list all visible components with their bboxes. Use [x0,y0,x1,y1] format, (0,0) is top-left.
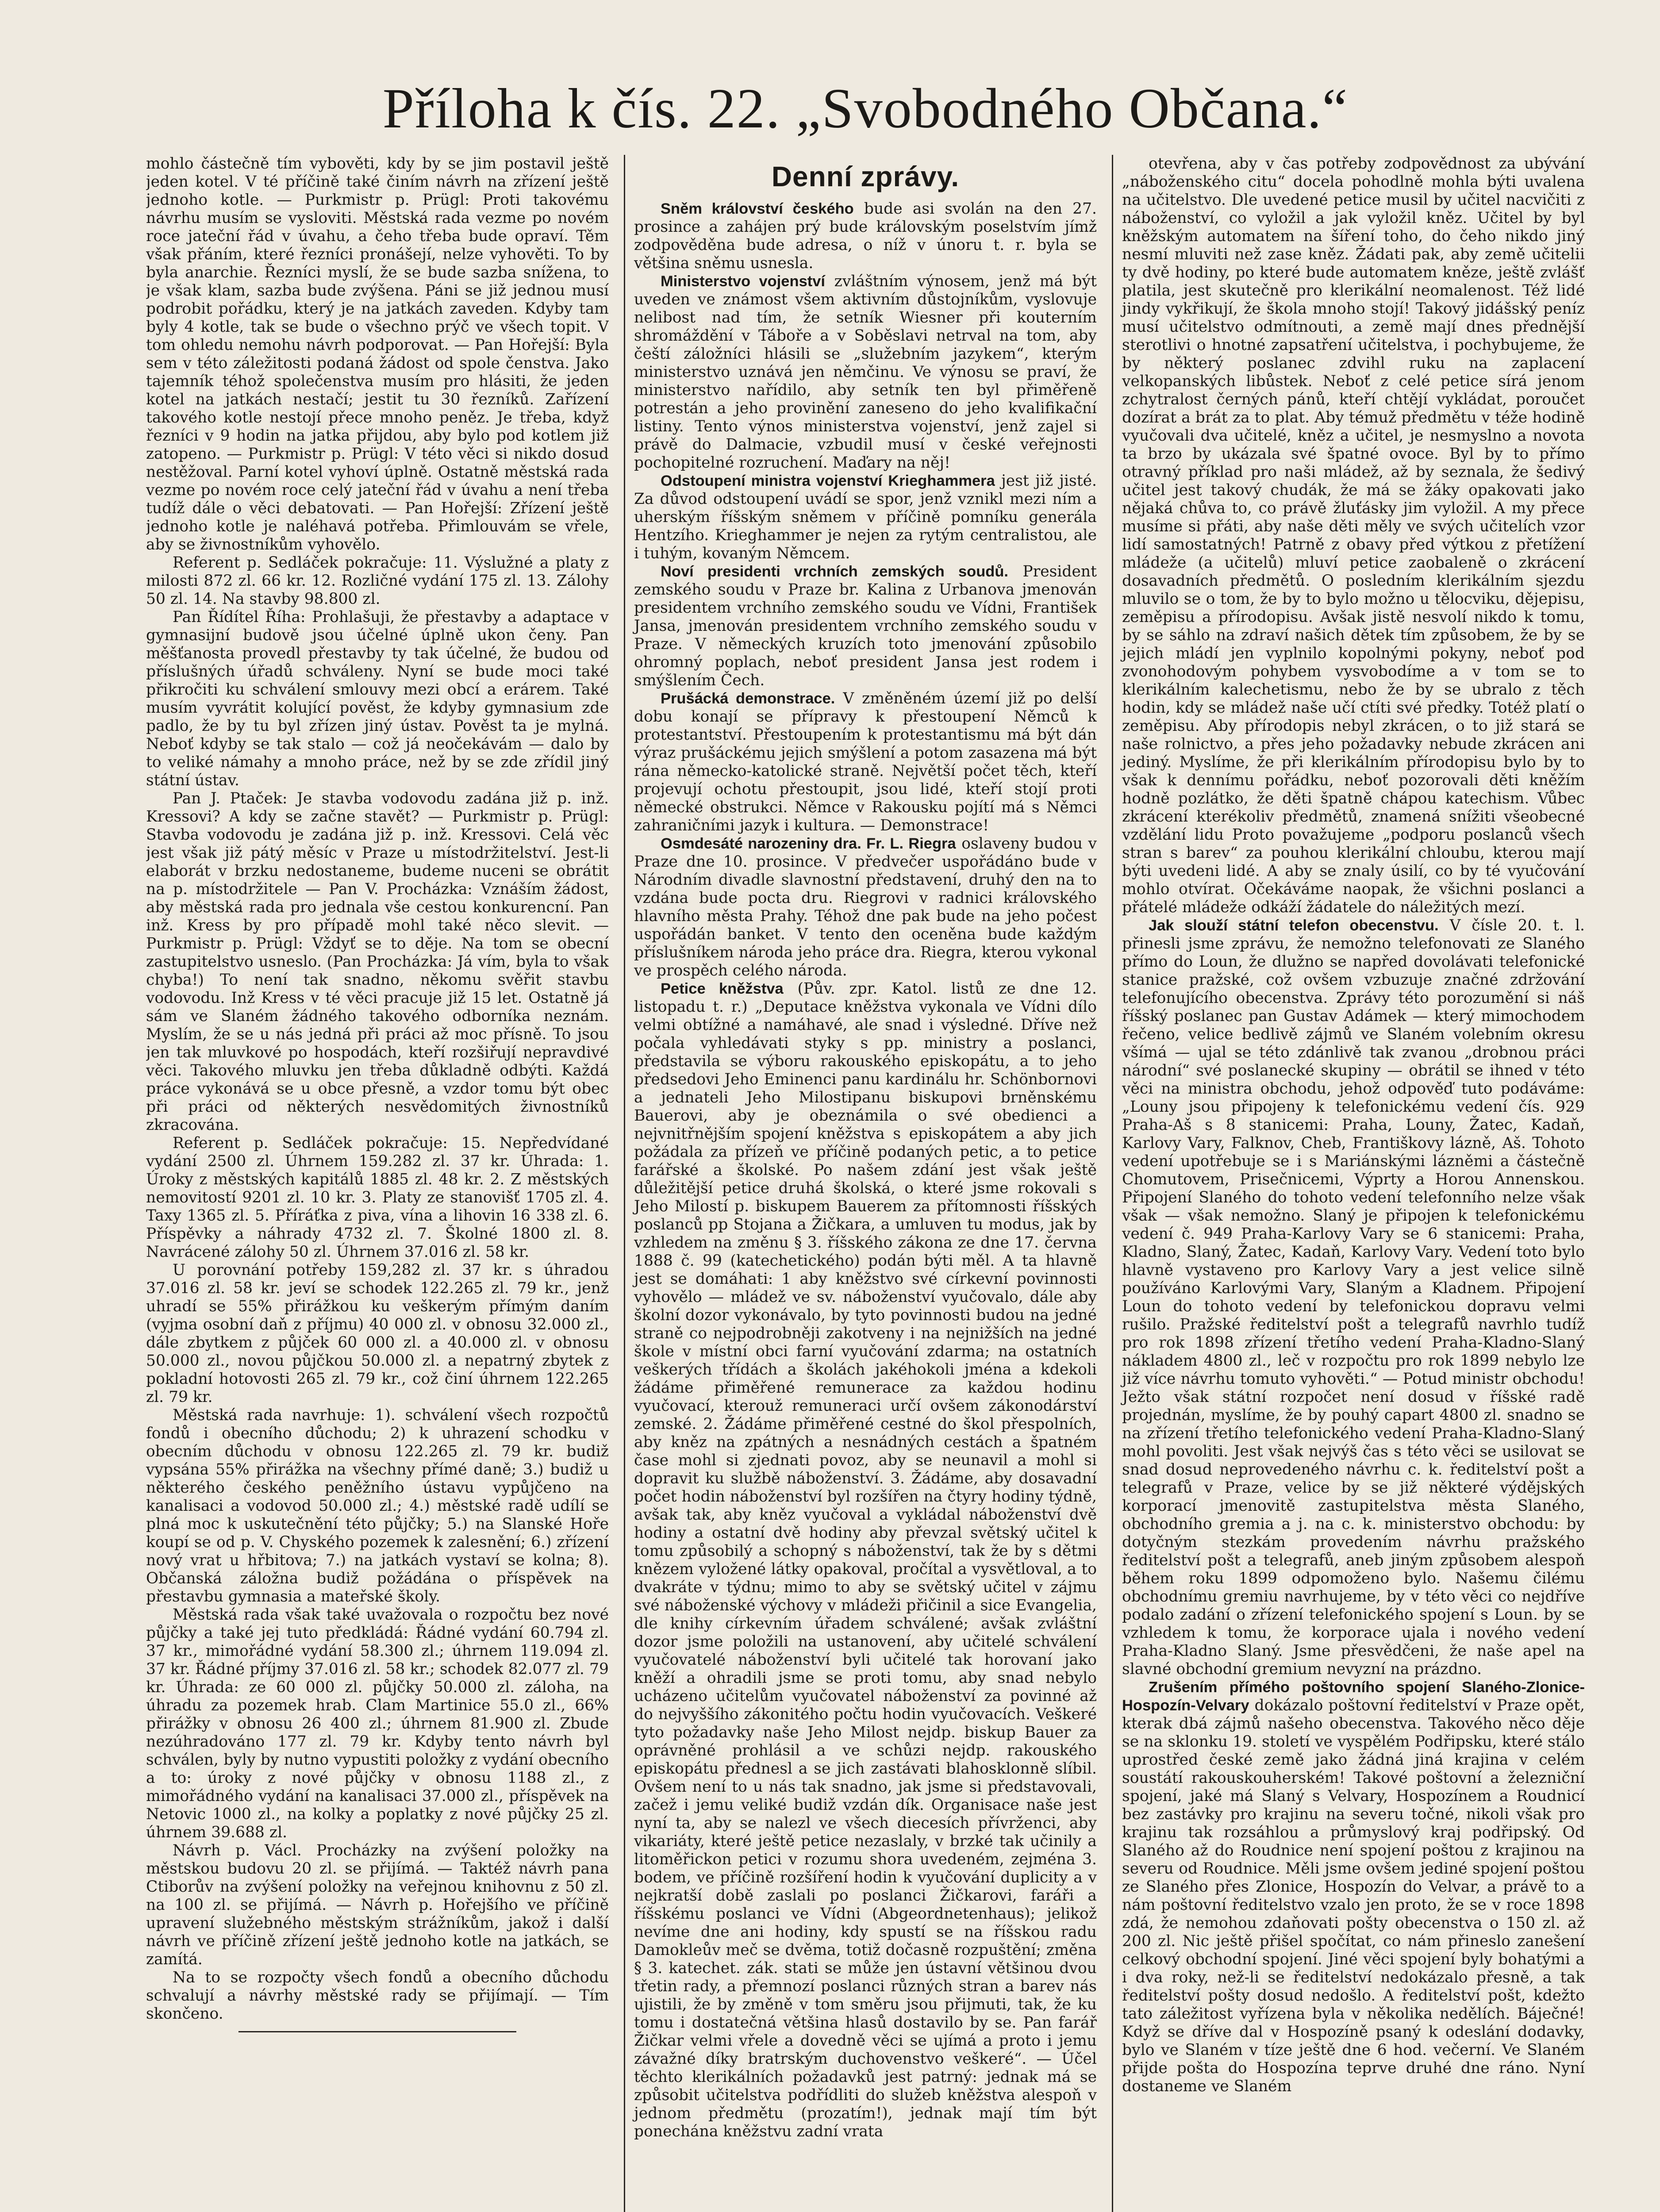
paragraph-lead: Odstoupení ministra vojenství Krieghammera [661,472,995,489]
column-right [1112,155,1585,2212]
paragraph-lead: Noví presidenti vrchních zemských soudů. [661,563,1009,580]
paragraph-text: Městská rada však také uvažovala o rozpočtu bez nové půjčky a také jej tuto předkládá: Řádné vydání 60.794 zl. 37 kr., mimořádné vydání 58.300 zl.; úhrnem 119.094 zl. 37 kr. Řádné příjmy 37.016 zl. 58 kr.; schodek 82.077 zl. 79 kr. Úhrada: ze 60 000 zl. půjčky 50.000 zl. záloha, na úhradu za pozemek hrab. Clam Martinice 55.0 zl., 66% přirážky v obnosu 26 400 zl.; úhrnem 81.900 zl. Zbude nezúhradováno 177 zl. 79 kr. Kdyby tento návrh byl schválen, byly by nutno vypustiti položky z vydání obecního a to: úroky z nové půjčky v obnosu 1188 zl., z mimořádného vydání na kanalisaci 37.000 zl., příspěvek na Netovic 1000 zl., na kolky a poplatky z nové půjčky 25 zl. úhrnem 39.688 zl. [146,1606,609,1841]
article-paragraph [634,980,1097,2141]
paragraph-text: Referent p. Sedláček pokračuje: 15. Nepředvídané vydání 2500 zl. Úhrnem 159.282 zl. 37 kr. Úhrada: 1. Úroky z městských kapitálů 1885 zl. 48 kr. 2. Z městských nemovitostí 9201 zl. 10 kr. 3. Platy ze stanovišť 1705 zl. 4. Taxy 1365 zl. 5. Příráťka z piva, vína a lihovin 16 338 zl. 6. Příspěvky a náhrady 4732 zl. 7. Školné 1800 zl. 8. Navrácené zálohy 50 zl. Úhrnem 37.016 zl. 58 kr. [146,1134,609,1261]
column-middle [624,155,1097,2212]
paragraph-lead: Jak slouží státní telefon obecenstvu. [1149,917,1439,934]
paragraph-text: Pan Řídítel Říha: Prohlašuji, že přestavby a adaptace v gymnasijní budově jsou účelné úplně ukon čeny. Pan měšťanosta provedl přestavby ty tak účelné, že budou od příslušných úřadů schváleny. Nyní se bude moci také přikročiti ku schválení smlouvy mezi obcí a erárem. Také musím vyvrátit kolující pověst, že kdyby gymnasium zde padlo, že by tu byl zřízen jiný ústav. Pověst ta je mylná. Neboť kdyby se tak stalo — což já neočekávám — dalo by to veliké námahy a mnoho práce, než by se zde zřídil jiný státní ústav. [146,608,609,789]
paragraph-text: V čísle 20. t. l. přinesli jsme zprávu, že nemožno telefonovati ze Slaného přímo do Loun, že dlužno se napřed dovolávati telefonické stanice pražské, což ovšem vzbuzuje značné zdržování telefonujícího obecenstva. Zprávy této porozumění si náš říšský poslanec pan Gustav Adámek — který mimochodem řečeno, velice bedlivě zájmů ve Slaném volebním okresu všímá — ujal se této zdánlivě tak zvanou „drobnou práci národní“ své poslanecké skupiny — obrátil se ihned v této věci na ministra obchodu, jehož odpověď tuto podáváme: „Louny jsou připojeny k telefonickému vedení čís. 929 Praha-Aš s 8 stanicemi: Praha, Louny, Žatec, Kadaň, Karlovy Vary, Falknov, Cheb, Františkovy lázně, Aš. Tohoto vedení upotřebuje se i s Mariánskými lázněmi a částečně Chomutovem, Prisečnicemi, Výprty a Horou Annenskou. Připojení Slaného do tohoto vedení telefonního nelze však však — však nemožno. Slaný je připojen k telefonickému vedení č. 949 Praha-Karlovy Vary se 6 stanicemi: Praha, Kladno, Slaný, Žatec, Kadaň, Karlovy Vary. Vedení toto bylo hlavně vystaveno pro Karlovy Vary a jest velice silně používáno Karlovými Vary, Slaným a Kladnem. Připojení Loun do tohoto vedení by telefonickou dopravu velmi rušilo. Pražské ředitelství pošt a telegrafů navrhlo tudíž pro rok 1898 zřízení třetího vedení Praha-Kladno-Slaný nákladem 4800 zl., leč v rozpočtu pro rok 1899 nebylo lze již více návrhu tomuto vyhověti.“ — Potud ministr obchodu! Ježto však státní rozpočet není dosud v říšské radě projednán, myslíme, že by pouhý capart 4800 zl. snadno se na zřízení třetího telefonického vedení Praha-Kladno-Slaný mohl povoliti. Jest však nejvýš čas s této věci se usilovat se snad dosud neprovedeného návrhu c. k. ředitelství pošt a telegrafů v Praze, velice by se již některé výdějských korporací jmenovitě zastupitelstva města Slaného, obchodního gremia a j. na c. k. ministerstvo obchodu: by dotyčným stezkám provedením návrhu pražského ředitelství pošt a telegrafů, aneb jiným způsobem alespoň během roku 1899 odpomoženo bylo. Našemu čilému obchodnímu gremiu navrhujeme, by v této věci co nejdříve podalo zadání o zřízení telefonického spojení s Loun. by se vzhledem k tomu, že korporace ujala i nového vedení Praha-Kladno Slaný. Jsme přesvědčeni, že naše apel na slavné obchodní gremium nevyzní na prázdno. [1122,917,1585,1678]
end-rule [238,2031,516,2032]
paragraph-text: zvláštním výnosem, jenž má být uveden ve známost všem aktivním důstojníkům, vyslovuje nelibost nad tím, že setník Wiesner při kouterním shromáždění v Táboře a v Soběslavi netrval na tom, aby čeští záložníci hlásili se „služebním jazykem“, kterým ministerstvo uznává jen němčinu. Ve výnosu se praví, že ministerstvo nařídilo, aby setník ten byl přiměřeně potrestán a jeho provinění zaneseno do jeho kvalifikační listiny. Tento výnos ministerstva vojenství, jenž zajel si právě do Dalmacie, vzbudil musí v české veřejnosti pochopitelné rozruchení. Maďary na něj! [634,273,1097,472]
columns [146,155,1585,2212]
paragraph-lead: Zrušením přímého poštovního spojení Slaného-Zlonice-Hospozín-Velvary [1122,1679,1585,1714]
paragraph-text: otevřena, aby v čas potřeby zodpovědnost za ubývání „náboženského citu“ docela pohodlně mohla býti uvalena na učitelstvo. Dle uvedené petice musil by učitel nacvičiti z náboženství, co vyložil a jak vyložil kněz. Učitel by byl kněžským automatem na šíření toho, do čeho nikdo jiný nesmí mluviti než zase kněz. Žádati pak, aby země učitelii ty dvě hodiny, po které bude automatem kněze, ještě zvlášť platila, jest skutečně pro klerikální neomalenost. Též lidé jindy vykřikují, že škola mnoho stojí! Takový jidášský peníz musí učitelstvo odmítnouti, a země mají dnes přednější sterotlivi o hnotné zapsatření učitelstva, i pochybujeme, že by některý poslanec zdvihl ruku na zaplacení velkopanských libůstek. Neboť z celé petice sírá jenom zchytralost černých pánů, kteří chtějí vykládat, poroučet dozírat a brát za to plat. Aby témuž předmětu v téže hodině vyučovali dva učitelé, kněz a učitel, je nesmyslno a novota ta brzo by ukázala své špatné ovoce. Byl by to přímo otravný příklad pro naši mládež, až by seznala, že šedivý učitel jest takový chudák, že má se žáky opakovati jako nějaká chůva to, co právě žluťásky jim vyložil. A my přece musíme si přáti, aby naše děti měly ve svých učitelích vzor lidí samostatných! Patrně z obavy před výtkou z přetížení mládeže (a učitelů) mluví petice zaobaleně o zkrácení dosavadních předmětů. O posledním klerikálním sjezdu mluvilo se o tom, že by to bylo možno u tělocviku, dějepisu, zeměpisu a přírodopisu. Avšak jistě nesvolí nikdo k tomu, by se sáhlo na zdraví našich dětek tím způsobem, že by se jejich mládí jen vyplnilo kopolnými pokyny, neboť pod zvonohodovým pohybem vysvobodíme a v tom se to klerikálním kalechetismu, nebo že by se ubralo z těch hodin, kdy se mládež naše učí ctíti své předky. Totéž platí o zeměpisu. Aby přírodopis nebyl zkrácen, o to již stará se naše rolnictvo, a přes jeho požadavky nebude zkrácen ani jediný. Myslíme, že při klerikálním přírodopisu bylo by to však k dennímu pořádku, neboť pozorovali děti kněžím hodně pozlátko, že děti špatně chápou katechism. Vůbec zkrácení kterékoliv předmětů, znamená snížiti všeobecné vzdělání lidu Proto považujeme „podporu poslanců všech stran s barev“ za pouhou klerikální chloubu, kterou mají býti uvedeni lidé. A aby se znaly úsilí, co by té vyučování mohlo otvírat. Očekáváme naopak, že všichni poslanci a přátelé mládeže odkáží žádatele do náležitých mezí. [1122,155,1585,916]
article-paragraph [634,835,1097,980]
paragraph-lead: Ministerstvo vojenství [661,273,826,290]
column-left [146,155,609,2212]
paragraph-lead: Osmdesáté narozeniny dra. Fr. L. Riegra [661,835,956,852]
article-paragraph [146,790,609,1134]
paragraph-text: mohlo částečně tím vybověti, kdy by se jim postavil ještě jeden kotel. V té příčině také činím návrh na zřízení ještě jednoho kotle. — Purkmistr p. Prügl: Proti takovému návrhu musím se vysloviti. Městská rada vezme po novém roce jateční řád v úvahu, a čeho třeba bude opraví. Těm však přáním, které řezníci pronášejí, nelze vyhověti. To by byla anarchie. Řezníci myslí, že se bude sazba snížena, to je však klam, sazba bude zvýšena. Páni se již jednou musí podrobit pořádku, který je na jatkách zaveden. Kdyby tam byly 4 kotle, tak se bude o všechno prýč ve všech topit. V tom ohledu nemohu návrh podporovat. — Pan Hořejší: Byla sem v této záležitosti podaná žádost od spole čenstva. Jako tajemník téhož společenstva musím pro hlásiti, že jeden kotel na jatkách nestačí; jestit tu 30 řezníků. Zařízení takového kotle nestojí přece mnoho peněz. Je třeba, když řezníci v 9 hodin na jatka přijdou, aby bylo pod kotlem již zatopeno. — Purkmistr p. Prügl: V této věci si nikdo dosud nestěžoval. Parní kotel vyhoví úplně. Ostatně městská rada vezme po novém roce celý jateční řád v úvahu a není třeba tudíž dále o věci debatovati. — Pan Hořejší: Zřízení ještě jednoho kotle je naléhavá potřeba. Přimlouvám se vřele, aby se živnostníkům vyhovělo. [146,155,609,553]
article-paragraph [634,472,1097,563]
paragraph-text: U porovnání potřeby 159,282 zl. 37 kr. s úhradou 37.016 zl. 58 kr. jeví se schodek 122.265 zl. 79 kr., jenž uhradí se 55% přirážkou ku veškerým přímým daním (vyjma osobní daň z příjmu) 40 000 zl. v obnosu 32.000 zl., dále zbytkem z půjček 60 000 zl. a 40.000 zl. v obnosu 50.000 zl., novou půjčkou 50.000 zl. a nepatrný zbytek z pokladní hotovosti 265 zl. 79 kr., což činí úhrnem 122.265 zl. 79 kr. [146,1261,609,1406]
article-paragraph [146,1134,609,1261]
paragraph-text: President zemského soudu v Praze br. Kalina z Urbanova jmenován presidentem vrchního zemského soudu ve Vídni, František Jansa, jmenován presidentem vrchního zemského soudu v Praze. V německých kruzích toto jmenování způsobilo ohromný poplach, neboť president Jansa jest rodem i smýšlením Čech. [634,563,1097,689]
article-paragraph [146,1406,609,1606]
paragraph-text: Městská rada navrhuje: 1). schválení všech rozpočtů fondů i obecního důchodu; 2) k uhrazení schodku v obecním důchodu v obnosu 122.265 zl. 79 kr. budiž vypsána 55% přirážka na všechny přímé daně; 3.) budiž u některého českého peněžního ústavu vypůjčeno na kanalisaci a vodovod 50.000 zl.; 4.) městské radě udílí se plná moc k uskutečnění této půjčky; 5.) na Slanské Hoře koupí se od p. V. Chyského pozemek k zalesnění; 6.) zřízení nový vrat u hřbitova; 7.) na jatkách vystaví se kolna; 8). Občanská záložna budiž požádána o příspěvek na přestavbu gymnasia a mateřské školy. [146,1406,609,1605]
paragraph-text: Pan J. Ptaček: Je stavba vodovodu zadána již p. inž. Kressovi? A kdy se začne stavět? — Purkmistr p. Prügl: Stavba vodovodu je zadána již p. inž. Kressovi. Celá věc jest však již pátý měsíc v Praze u místodržitelství. Jest-li elaborát v brzku nedostaneme, budeme nuceni se obrátit na p. místodržitele — Pan V. Procházka: Vznáším žádost, aby městská rada pro jednala vše cestou konkurencní. Pan inž. Kress by pro případě mohl také něco slevit. — Purkmistr p. Prügl: Vždyť se to děje. Na tom se obecní zastupitelstvo usneslo. (Pan Procházka: Já vím, byla to však chyba!) To není tak snadno, někomu svěřit stavbu vodovodu. Inž Kress v té věci pracuje již 15 let. Ostatně já sám ve Slaném žádného takového odborníka neznám. Myslím, že se u nás jedná při práci až moc přísně. To jsou jen tak mluvkové po hospodách, kteří rozšiřují nepravdivé věci. Takového mluvku jen třeba důkladně odbýti. Každá práce vykonává se u obce přesně, a vzdor tomu být obec při práci od některých nesvědomitých živnostníků zkracována. [146,790,609,1134]
article-paragraph [146,1606,609,1842]
article-paragraph [146,155,609,554]
article-paragraph [1122,155,1585,917]
article-paragraph [634,690,1097,835]
paragraph-text: Referent p. Sedláček pokračuje: 11. Výslužné a platy z milosti 872 zl. 66 kr. 12. Rozličné vydání 175 zl. 13. Zálohy 50 zl. 14. Na stavby 98.800 zl. [146,554,609,608]
article-paragraph [634,563,1097,690]
article-paragraph [634,200,1097,273]
article-paragraph [146,554,609,608]
paragraph-text: (Pův. zpr. Katol. listů ze dne 12. listopadu t. r.) „Deputace kněžstva vykonala ve Vídni dílo velmi obtížné a namáhavé, ale snad i výsledné. Dříve než počala vyhledávati styky s pp. ministry a poslanci, představila se výboru rakouského episkopátu, a to jeho předsedovi Jeho Eminenci panu kardinálu hr. Schönbornovi a jednateli Jeho Milostipanu biskupovi brněnskému Bauerovi, aby je obeznámila o své obedienci a nejvnitřnějším spojení kněžstva s episkopátem a aby jich požádala za přízeň ve příčině podaných petic, a to petice farářské a školské. Po našem zdání jest však ještě důležitější petice druhá školská, o které jsme rokovali s Jeho Milostí p. biskupem Bauerem za přítomnosti říšských poslanců pp Stojana a Žičkara, a umluven tu modus, jak by vzhledem na změnu § 3. říšského zákona ze dne 17. června 1888 č. 99 (katechetického) podán býti měl. A ta hlavně jest se domáhati: 1 aby kněžstvo své církevní povinnosti vyhovělo — mládež ve sv. náboženství vyučovalo, dále aby školní dozor vykonávalo, by tyto povinnosti budou na jedné straně co nejpodrobněji zakotveny i na nejnižších na jedné škole v místní obci farní vyučování zdarma; na ostatních veškerých třídách a školách jakéhokoli jména a kdekoli žádáme přiměřené remunerace za každou hodinu vyučovací, kterouž remuneraci určí ovšem zákonodárství zemské. 2. Žádáme přiměřené cestné do škol přespolních, aby kněz na zpátných a nesnádných cestách a špatném čase mohl si zjednati povoz, aby se neunavil a mohl si dopravit ku službě náboženství. 3. Žádáme, aby dosavadní počet hodin náboženství byl rozšířen na čtyry hodiny týdně, avšak tak, aby kněz vyučoval a vykládal náboženství dvě hodiny a ostatní dvě hodiny aby převzal světský učitel k tomu způsobilý a schopný s náboženství, tak že by s dětmi knězem vyložené látky opakoval, pročítal a vysvětloval, a to dvakráte v týdnu; mimo to aby se světský učitel v zájmu své náboženské výchovy v mládeži přičinil a sice Evangelia, dle knihy církevním úřadem schválené; avšak zvláštní dozor jsme položili na ustanovení, aby učitelé schválení vyučovatelé náboženství byli učitelé tak horovaní jako kněží a ohradili jsme se proti tomu, aby snad nebylo ucházeno učitelům vyučovatel náboženství za povinné až do nejvyššího zákonitého počtu hodin vyučovacích. Veškeré tyto požadavky naše Jeho Milost nejdp. biskup Bauer za oprávněné prohlásil a ve schůzi nejdp. rakouského episkopátu přednesl a se jich zastávati blahosklonně slíbil. Ovšem není to u nás tak snadno, jak jsme si představovali, začež i jemu veliké budiž vzdán dík. Organisace naše jest nyní ta, aby se nalezl ve všech diecesích přívrženci, aby vikariáty, které ještě petice nezaslaly, v brzké tak učinily a litoměřickon petici v rozumu shora uvedeném, zejména 3. bodem, ve příčině rozšíření hodin k vyučování duplicity a v nejkratší době zaslali po poslanci Žičkarovi, faráři a říšskému poslanci ve Vídni (Abgeordnetenhaus); jelikož nevíme dne ani hodiny, kdy spustí se na říšskou radu Damokleův meč se dvěma, totiž dočasně rozpuštění; změna § 3. katechet. zák. stati se může jen ústavní většinou dvou třetin rady, a přemnozí poslanci různých stran a barev nás ujistili, že by změně v tom směru jsou přijmuti, tak, že ku tomu i dostatečná většina hlasů dostavilo by se. Pan farář Žičkar velmi vřele a dovedně věci se ujímá a proto i jemu závažné díky bratrským duchovenstvo veškeré“. — Účel těchto klerikálních požadavků jest patrný: jednak má se způsobit učitelstva podřídliti do služeb kněžstva alespoň v jednom předmětu (prozatím!), jednak mají tím být ponechána kněžstvu zadní vrata [634,980,1097,2140]
paragraph-lead: Sněm království českého [661,200,854,217]
paragraph-text: V změněném území již po delší dobu konají se přípravy k přestoupení Němců k protestantství. Přestoupením k protestantismu má být dán výraz prušáckému jejich smýšlení a potom zasazena má být rána německo-katolické straně. Největší počet těch, kteří projevují ochotu přestoupit, jsou lidé, kteří stojí proti německé obstrukci. Němce v Rakousku pojítí má s Němci zahraničními jazyk i kultura. — Demonstrace! [634,690,1097,834]
paragraph-text: Na to se rozpočty všech fondů a obecního důchodu schvalují a návrhy městské rady se přijímají. — Tím skončeno. [146,1969,609,2023]
article-paragraph [146,608,609,790]
paragraph-text: oslaveny budou v Praze dne 10. prosince. V předvečer uspořádáno bude v Národním divadle slavnostní představení, druhý den na to vzdána bude pocta dru. Riegrovi v radnici královského hlavního města Prahy. Téhož dne pak bude na jeho počest uspořádán banket. V tento den oceněna bude každým příslušníkem národa jeho práce dra. Riegra, kterou vykonal ve prospěch celého národa. [634,835,1097,979]
section-heading: Denní zprávy. [771,161,960,192]
article-paragraph [1122,1678,1585,2096]
article-paragraph [146,1969,609,2023]
article-paragraph [1122,917,1585,1678]
paragraph-lead: Petice kněžstva [661,980,784,997]
article-paragraph [634,273,1097,472]
paragraph-lead: Prušácká demonstrace. [661,690,835,707]
masthead-title: Příloha k čís. 22. „Svobodného Občana.“ [382,77,1349,140]
paragraph-text: bude asi svolán na den 27. prosince a zahájen prý bude královským poselstvím jímž zodpověděna bude adresa, o níž v únoru t. r. byla se většina sněmu usnesla. [634,200,1097,272]
article-paragraph [146,1261,609,1406]
paragraph-text: jest již jisté. Za důvod odstoupení uvádí se spor, jenž vznikl mezi ním a uherským říšským sněmem v příčině pomníku generála Hentzího. Krieghammer je nejen za rytým centralistou, ale i tuhým, kovaným Němcem. [634,472,1097,562]
article-paragraph [146,1842,609,1969]
paragraph-text: dokázalo poštovní ředitelství v Praze opět, kterak dbá zájmů našeho obecenstva. Takového něco děje se na sklonku 19. století ve vyspělém Podřipsku, které stálo uprostřed české země jako žádná jiná krajina v celém soustátí rakouskouherském! Takové poštovní a železniční spojení, jaké má Slaný s Velvary, Hospozínem a Roudnicí bez zastávky pro krajinu na severu točné, nikoli však pro krajinu tak rozsáhlou a průmyslový kraj podřipský. Od Slaného až do Roudnice není spojení poštou z krajinou na severu od Roudnice. Měli jsme ovšem jediné spojení poštou ze Slaného přes Zlonice, Hospozín do Velvar, a právě to a nám poštovní ředitelstvo vzalo jen proto, že se v roce 1898 zdá, že nemohou zdaňovati pošty obecenstva o 150 zl. až 200 zl. Nic ještě přišel spočítat, co nám přineslo zanešení celkový obchodní spojení. Jiné věci spojení byly bohatými a i dva roky, než-li se ředitelství nedokázalo přesně, a tak ředitelství pošty dosud nedošlo. A ředitelství pošt, kdežto tato záležitost vyřízena byla v několika nedělích. Báječné! Když se dříve dal v Hospozíně psaný k odeslání dodavky, bylo ve Slaném v tíze ještě dne 6 hod. večerní. Ve Slaném přijde pošta do Hospozína teprve druhé dne ráno. Nyní dostaneme ve Slaném [1122,1697,1585,2095]
paragraph-text: Návrh p. Václ. Procházky na zvýšení položky na městskou budovu 20 zl. se přijímá. — Taktéž návrh pana Ctiborův na zvýšení položky na veřejnou knihovnu z 50 zl. na 100 zl. se přijímá. — Návrh p. Hořejšího ve příčině upravení služebného městským strážníkům, jakož i další návrh ve příčině zřízení ještě jednoho kotle na jatkách, se zamítá. [146,1842,609,1968]
